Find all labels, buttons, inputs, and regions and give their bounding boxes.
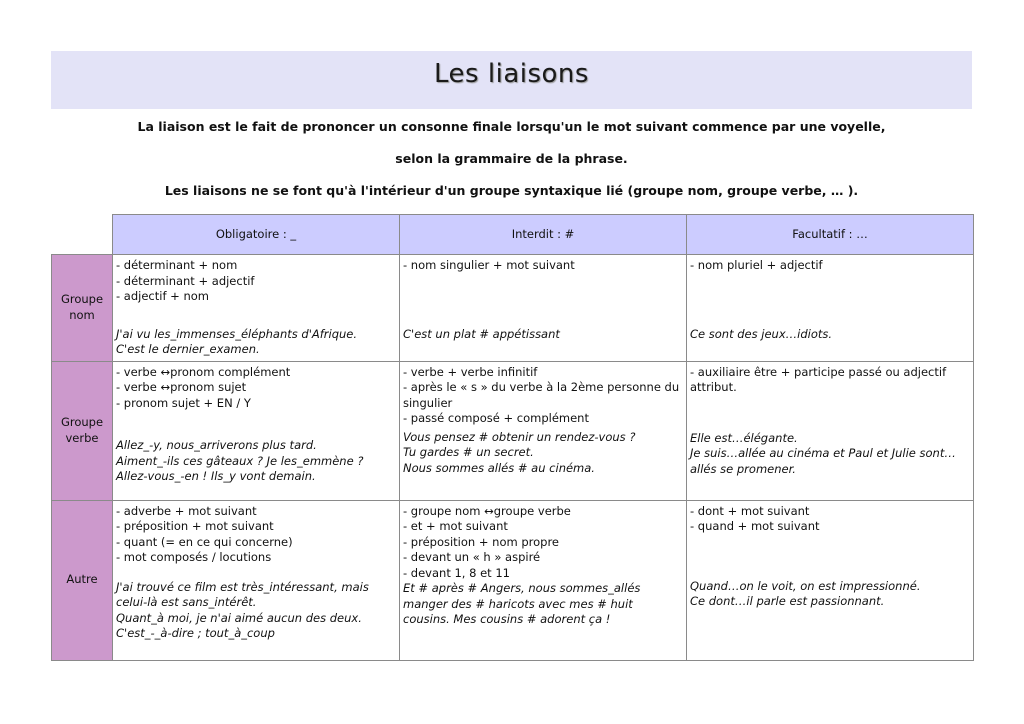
rule-item: - nom pluriel + adjectif xyxy=(690,258,823,272)
intro-line-2: selon la grammaire de la phrase. xyxy=(395,151,628,166)
column-header-interdit: Interdit : # xyxy=(400,215,687,255)
row-header-groupe-verbe: Groupe verbe xyxy=(52,361,113,500)
rule-item: - auxiliaire être + participe passé ou adjectif attribut. xyxy=(690,364,947,394)
table-row xyxy=(52,361,974,500)
rule-item: - mot composés / locutions xyxy=(116,550,272,564)
rule-item: - quant (= en ce qui concerne) xyxy=(116,534,293,549)
cell-groupe-nom-obligatoire xyxy=(113,255,400,362)
cell-groupe-verbe-interdit xyxy=(400,361,687,500)
table-corner xyxy=(52,215,113,255)
rule-item: - groupe nom ↔groupe verbe xyxy=(403,503,571,518)
rule-item: - pronom sujet + EN / Y xyxy=(116,395,251,410)
cell-autre-interdit xyxy=(400,500,687,660)
example-line: Ce dont…il parle est passionnant. xyxy=(690,594,885,608)
page-title: Les liaisons xyxy=(434,59,589,89)
rule-item: - quand + mot suivant xyxy=(690,519,820,533)
example-line: Quand…on le voit, on est impressionné. xyxy=(690,578,921,593)
example-line: Allez_-y, nous_arriverons plus tard. xyxy=(116,438,317,452)
table-row xyxy=(52,500,974,660)
intro-line-1: La liaison est le fait de prononcer un consonne finale lorsqu'un le mot suivant commence par une voyelle, xyxy=(137,119,886,134)
column-header-facultatif: Facultatif : … xyxy=(687,215,974,255)
rule-item: - verbe ↔pronom sujet xyxy=(116,380,247,394)
rule-item: - adverbe + mot suivant xyxy=(116,503,257,518)
example-line: C'est_-_à-dire ; tout_à_coup xyxy=(116,626,275,640)
example-line: Tu gardes # un secret. xyxy=(403,445,534,459)
rule-item: - nom singulier + mot suivant xyxy=(403,258,575,272)
rule-item: - devant un « h » aspiré xyxy=(403,550,541,564)
rule-item: - déterminant + nom xyxy=(116,258,238,272)
example-line: Aiment_-ils ces gâteaux ? Je les_emmène ? xyxy=(116,453,364,468)
cell-groupe-verbe-obligatoire xyxy=(113,361,400,500)
title-band xyxy=(51,51,972,109)
example-line: J'ai vu les_immenses_éléphants d'Afrique. xyxy=(116,326,358,341)
example-line: C'est un plat # appétissant xyxy=(403,326,560,341)
example-line: Quant_à moi, je n'ai aimé aucun des deux. xyxy=(116,610,362,625)
rule-item: - dont + mot suivant xyxy=(690,503,810,518)
row-header-groupe-nom: Groupe nom xyxy=(52,255,113,362)
rule-item: - verbe ↔pronom complément xyxy=(116,364,291,379)
cell-groupe-verbe-facultatif xyxy=(687,361,974,500)
example-line: C'est le dernier_examen. xyxy=(116,342,260,356)
example-line: Elle est…élégante. xyxy=(690,430,798,445)
example-line: Vous pensez # obtenir un rendez-vous ? xyxy=(403,429,636,444)
rule-item: - préposition + mot suivant xyxy=(116,519,274,533)
table-header-row xyxy=(52,215,974,255)
rule-item: - après le « s » du verbe à la 2ème personne du singulier xyxy=(403,380,680,410)
row-header-autre: Autre xyxy=(52,500,113,660)
rule-item: - devant 1, 8 et 11 xyxy=(403,565,510,580)
cell-autre-facultatif xyxy=(687,500,974,660)
example-line: Et # après # Angers, nous sommes_allés manger des # haricots avec mes # huit cousins. Mes cousins # adorent ça ! xyxy=(403,581,641,626)
example-line: Allez-vous_-en ! Ils_y vont demain. xyxy=(116,469,316,483)
table-row xyxy=(52,255,974,362)
cell-groupe-nom-facultatif xyxy=(687,255,974,362)
rule-item: - préposition + nom propre xyxy=(403,534,559,549)
example-line: Nous sommes allés # au cinéma. xyxy=(403,460,595,475)
liaisons-table xyxy=(51,214,974,661)
rule-item: - déterminant + adjectif xyxy=(116,273,255,288)
rule-item: - adjectif + nom xyxy=(116,289,209,303)
rule-item: - et + mot suivant xyxy=(403,519,508,533)
example-line: Ce sont des jeux…idiots. xyxy=(690,326,833,341)
cell-autre-obligatoire xyxy=(113,500,400,660)
rule-item: - passé composé + complément xyxy=(403,411,589,425)
example-line: Je suis…allée au cinéma et Paul et Julie sont…allés se promener. xyxy=(690,446,956,476)
column-header-obligatoire: Obligatoire : _ xyxy=(113,215,400,255)
example-line: J'ai trouvé ce film est très_intéressant, mais celui-là est sans_intérêt. xyxy=(116,579,369,609)
rule-item: - verbe + verbe infinitif xyxy=(403,364,538,379)
intro-line-3: Les liaisons ne se font qu'à l'intérieur d'un groupe syntaxique lié (groupe nom, groupe verbe, … ). xyxy=(164,183,859,198)
cell-groupe-nom-interdit xyxy=(400,255,687,362)
